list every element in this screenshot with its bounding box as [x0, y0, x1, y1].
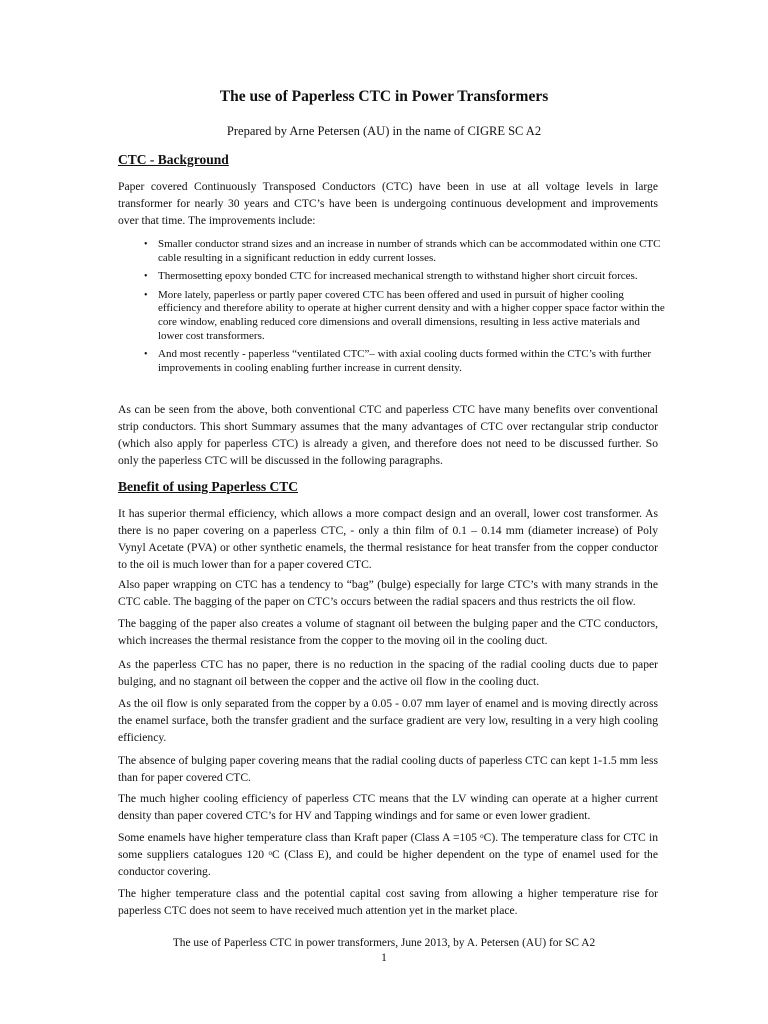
- list-item-text: Smaller conductor strand sizes and an increase in number of strands which can be accommodated within one CTC cable resulting in a significant reduction in eddy current losses.: [158, 238, 661, 264]
- paragraph-benefit-3: The bagging of the paper also creates a volume of stagnant oil between the bulging paper and the CTC conductors, which increases the thermal resistance from the copper to the moving oil in the cooling duct.: [118, 617, 658, 647]
- paragraph-benefit-7: The much higher cooling efficiency of paperless CTC means that the LV winding can operate at a higher current density than paper covered CTC’s for HV and Tapping windings and for same or even lower gradient.: [118, 792, 658, 822]
- degree-symbol: o: [268, 849, 273, 857]
- paragraph-benefit-6: The absence of bulging paper covering means that the radial cooling ducts of paperless CTC can kept 1-1.5 mm less than for paper covered CTC.: [118, 754, 658, 784]
- paragraph-last: The higher temperature class and the potential capital cost saving from allowing a higher temperature rise for paperless CTC does not seem to have received much attention yet in the market place.: [118, 887, 658, 917]
- page-footer: The use of Paperless CTC in power transformers, June 2013, by A. Petersen (AU) for SC A2: [172, 937, 596, 949]
- temp-text-2: C). The temperature class for CTC in some suppliers catalogues 120: [118, 831, 658, 861]
- improvements-list: [118, 238, 666, 380]
- paragraph-benefit-5: As the oil flow is only separated from the copper by a 0.05 - 0.07 mm layer of enamel and is moving directly across the enamel surface, both the transfer gradient and the surface gradient are very low, resulting in a very high cooling efficiency.: [118, 697, 658, 744]
- list-item: [118, 348, 666, 375]
- section-heading-background: CTC - Background: [118, 152, 229, 167]
- bullet-icon: •: [144, 349, 148, 361]
- paragraph-intro: Paper covered Continuously Transposed Conductors (CTC) have been in use at all voltage levels in large transformer for nearly 30 years and CTC’s have been is undergoing continuous development and improvements over that time. The improvements include:: [118, 180, 658, 227]
- bullet-icon: •: [144, 289, 148, 301]
- paragraph-benefit-2: Also paper wrapping on CTC has a tendency to “bag” (bulge) especially for large CTC’s with many strands in the CTC cable. The bagging of the paper on CTC’s occurs between the radial spacers and thus restricts the oil flow.: [118, 578, 658, 608]
- list-item-text: More lately, paperless or partly paper covered CTC has been offered and used in pursuit of higher cooling efficiency and therefore ability to operate at higher current density and with a higher copper space factor within the core window, enabling reduced core dimensions and overall dimensions, resulting in less active materials and lower cost transformers.: [158, 288, 665, 342]
- list-item-text: And most recently - paperless “ventilated CTC”– with axial cooling ducts formed within the CTC’s with further improvements in cooling enabling further increase in current density.: [158, 348, 652, 374]
- temp-text-1: Some enamels have higher temperature class than Kraft paper (Class A =105: [118, 831, 481, 844]
- paragraph-summary: As can be seen from the above, both conventional CTC and paperless CTC have many benefits over conventional strip conductors. This short Summary assumes that the many advantages of CTC over rectangular strip conductor (which also apply for paperless CTC) is already a given, and therefore does not need to be discussed further. So only the paperless CTC will be discussed in the following paragraphs.: [118, 403, 658, 467]
- paragraph-temperature-class: [118, 829, 658, 880]
- temp-text-3: C (Class E), and could be higher dependent on the type of enamel used for the conductor covering.: [118, 848, 658, 878]
- section-heading-benefit: Benefit of using Paperless CTC: [118, 479, 298, 494]
- bullet-icon: •: [144, 271, 148, 283]
- list-item: [118, 289, 666, 343]
- paragraph-benefit-1: It has superior thermal efficiency, which allows a more compact design and an overall, lower cost transformer. As there is no paper covering on a paperless CTC, - only a thin film of 0.1 – 0.14 mm (diameter increase) of Poly Vynyl Acetate (PVA) or other synthetic enamels, the thermal resistance for heat transfer from the copper conductor to the oil is much lower than for a paper covered CTC.: [118, 507, 658, 571]
- list-item-text: Thermosetting epoxy bonded CTC for increased mechanical strength to withstand higher short circuit forces.: [158, 270, 638, 283]
- document-title: The use of Paperless CTC in Power Transformers: [219, 88, 549, 105]
- document-subtitle: Prepared by Arne Petersen (AU) in the name of CIGRE SC A2: [226, 124, 542, 138]
- list-item: [118, 238, 666, 265]
- list-item: [118, 270, 666, 284]
- bullet-icon: •: [144, 239, 148, 250]
- paragraph-benefit-4: As the paperless CTC has no paper, there is no reduction in the spacing of the radial cooling ducts due to paper bulging, and no stagnant oil between the copper and the active oil flow in the cooling duct.: [118, 658, 658, 688]
- page-number: 1: [381, 952, 387, 964]
- degree-symbol: o: [480, 832, 484, 840]
